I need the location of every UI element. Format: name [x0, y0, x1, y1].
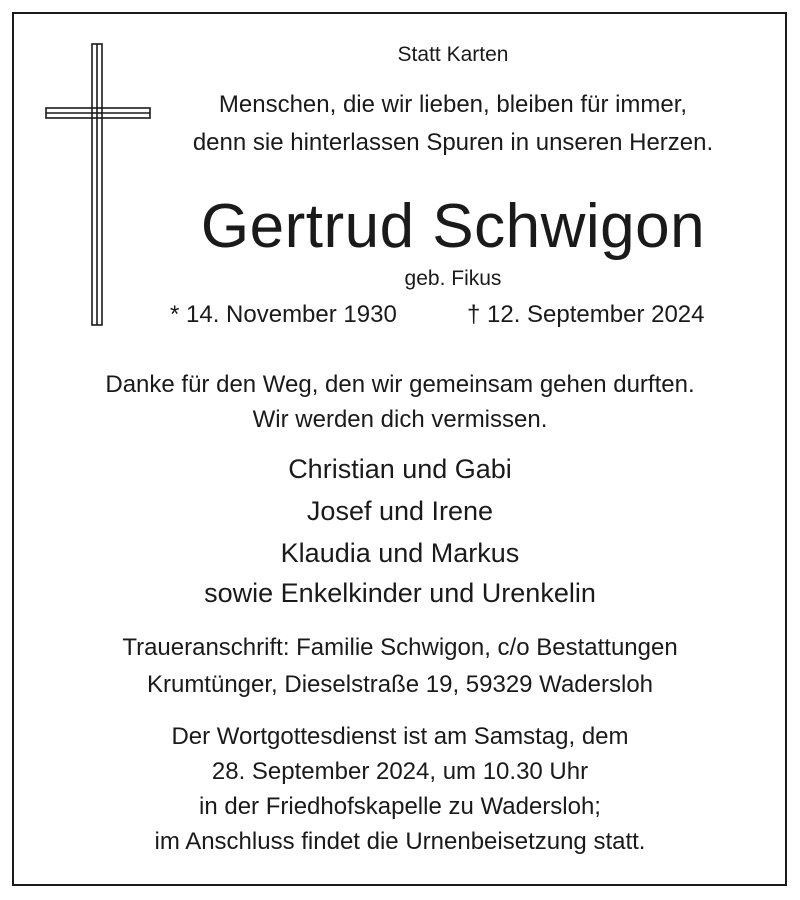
thanks-line-1: Danke für den Weg, den wir gemeinsam gehen durften.: [105, 371, 695, 398]
service-line-2: 28. September 2024, um 10.30 Uhr: [211, 758, 589, 785]
service-line-4: im Anschluss findet die Urnenbeisetzung statt.: [154, 828, 646, 855]
service-line-1: Der Wortgottesdienst ist am Samstag, dem: [171, 723, 629, 750]
birth-date: * 14. November 1930: [170, 301, 397, 328]
header-statt-karten: Statt Karten: [397, 43, 509, 66]
quote-line-2: denn sie hinterlassen Spuren in unseren Herzen.: [192, 129, 714, 156]
family-line-2: Josef und Irene: [306, 496, 494, 526]
family-line-1: Christian und Gabi: [288, 454, 512, 484]
address-line-2: Krumtünger, Dieselstraße 19, 59329 Wadersloh: [146, 671, 654, 698]
family-line-3: Klaudia und Markus: [280, 538, 520, 568]
family-line-4: sowie Enkelkinder und Urenkelin: [204, 578, 596, 608]
service-line-3: in der Friedhofskapelle zu Wadersloh;: [199, 793, 601, 820]
death-date: † 12. September 2024: [467, 301, 705, 328]
deceased-name: Gertrud Schwigon: [200, 192, 706, 261]
quote-line-1: Menschen, die wir lieben, bleiben für immer,: [218, 91, 688, 118]
address-line-1: Traueranschrift: Familie Schwigon, c/o Bestattungen: [122, 634, 678, 661]
maiden-name: geb. Fikus: [404, 267, 502, 290]
thanks-line-2: Wir werden dich vermissen.: [252, 406, 548, 433]
